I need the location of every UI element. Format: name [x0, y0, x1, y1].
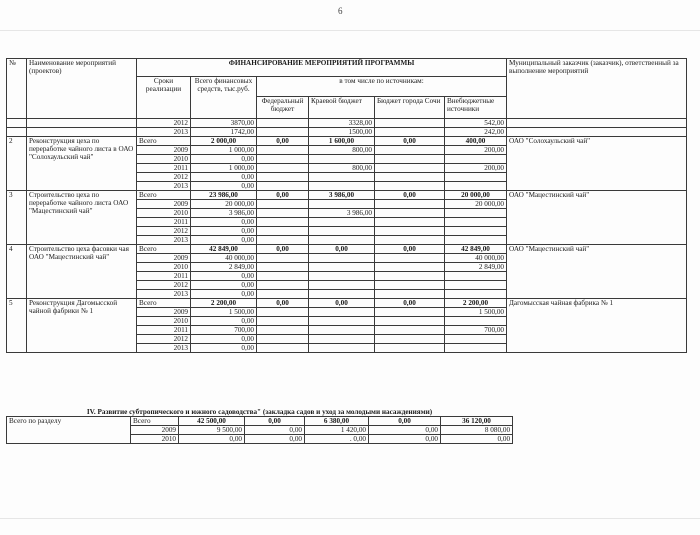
- cell-regional: 3 986,00: [309, 209, 375, 218]
- cell-period: 2012: [137, 173, 191, 182]
- cell-offbudget: 42 849,00: [445, 245, 507, 254]
- cell-offbudget: 200,00: [445, 164, 507, 173]
- cell-city: [375, 173, 445, 182]
- cell: 42 500,00: [179, 417, 245, 426]
- cell-regional: [309, 281, 375, 290]
- cell-total: 2 849,00: [191, 263, 257, 272]
- cell-regional: 3 986,00: [309, 191, 375, 200]
- cell: 2012: [137, 119, 191, 128]
- cell-period: 2013: [137, 236, 191, 245]
- program-financing-table: [6, 58, 687, 353]
- cell-total: 0,00: [191, 290, 257, 299]
- cell-city: [375, 218, 445, 227]
- cell-offbudget: 200,00: [445, 146, 507, 155]
- cell-federal: [257, 200, 309, 209]
- cell-city: [375, 344, 445, 353]
- cell-total: 0,00: [191, 344, 257, 353]
- cell-regional: [309, 254, 375, 263]
- header-federal: Федеральный бюджет: [257, 97, 309, 119]
- cell-federal: [257, 290, 309, 299]
- cell-regional: 800,00: [309, 164, 375, 173]
- cell: 8 080,00: [441, 426, 513, 435]
- cell-total: 2 000,00: [191, 137, 257, 146]
- project-customer: Дагомысская чайная фабрика № 1: [507, 299, 687, 353]
- table-row: [7, 137, 687, 146]
- cell-federal: [257, 254, 309, 263]
- project-number: 4: [7, 245, 27, 299]
- cell-federal: [257, 146, 309, 155]
- cell-city: 0,00: [375, 137, 445, 146]
- project-customer: ОАО "Солохаульский чай": [507, 137, 687, 191]
- cell-offbudget: 20 000,00: [445, 191, 507, 200]
- cell-offbudget: [445, 290, 507, 299]
- cell-period: 2009: [137, 146, 191, 155]
- cell-period: 2012: [137, 227, 191, 236]
- cell-period: 2010: [137, 209, 191, 218]
- cell-federal: [257, 155, 309, 164]
- section-title: IV. Развитие субтропического и южного садоводства" (закладка садов и уход за молодыми насаждениями): [7, 408, 513, 417]
- cell-city: [375, 182, 445, 191]
- cell-city: [375, 200, 445, 209]
- cell-total: 1 000,00: [191, 164, 257, 173]
- header-total: Всего финансовых средств, тыс.руб.: [191, 77, 257, 119]
- cell-offbudget: [445, 272, 507, 281]
- cell-offbudget: 1 500,00: [445, 308, 507, 317]
- cell: 1742,00: [191, 128, 257, 137]
- cell-regional: [309, 173, 375, 182]
- cell-offbudget: [445, 227, 507, 236]
- cell-federal: [257, 281, 309, 290]
- cell-city: [375, 263, 445, 272]
- project-name: Реконструкция цеха по переработке чайного листа в ОАО "Солохаульский чай": [27, 137, 137, 191]
- cell-regional: [309, 326, 375, 335]
- cell-offbudget: [445, 155, 507, 164]
- project-name: Строительство цеха фасовки чая ОАО "Мацестинский чай": [27, 245, 137, 299]
- cell-period: Всего: [137, 137, 191, 146]
- header-offbudget: Внебюджетные источники: [445, 97, 507, 119]
- cell-total: 0,00: [191, 227, 257, 236]
- cell-offbudget: [445, 182, 507, 191]
- cell-period: 2009: [137, 254, 191, 263]
- divider: [0, 30, 700, 31]
- cell-offbudget: [445, 236, 507, 245]
- cell-total: 0,00: [191, 281, 257, 290]
- cell-period: 2010: [137, 317, 191, 326]
- page-mark: 6: [338, 6, 343, 16]
- cell-regional: [309, 344, 375, 353]
- cell-total: 20 000,00: [191, 200, 257, 209]
- cell-offbudget: [445, 335, 507, 344]
- cell-period: 2011: [137, 272, 191, 281]
- cell-period: Всего: [137, 299, 191, 308]
- cell-total: 42 849,00: [191, 245, 257, 254]
- cell-federal: [257, 335, 309, 344]
- cell-regional: 0,00: [309, 299, 375, 308]
- cell-offbudget: [445, 281, 507, 290]
- cell-offbudget: 700,00: [445, 326, 507, 335]
- cell-period: 2011: [137, 218, 191, 227]
- cell-federal: [257, 317, 309, 326]
- cell-total: 0,00: [191, 173, 257, 182]
- cell-city: [375, 236, 445, 245]
- table-row: [7, 299, 687, 308]
- cell-federal: [257, 272, 309, 281]
- cell-regional: [309, 317, 375, 326]
- header-regional: Краевой бюджет: [309, 97, 375, 119]
- cell-city: 0,00: [375, 245, 445, 254]
- project-customer: ОАО "Мацестинский чай": [507, 191, 687, 245]
- cell-regional: [309, 308, 375, 317]
- project-number: 2: [7, 137, 27, 191]
- cell-regional: 1 600,00: [309, 137, 375, 146]
- cell-regional: [309, 227, 375, 236]
- header-name: Наименование мероприятий (проектов): [27, 59, 137, 119]
- cell-period: 2011: [137, 326, 191, 335]
- cell-offbudget: [445, 218, 507, 227]
- cell: 2010: [131, 435, 179, 444]
- cell-federal: 0,00: [257, 191, 309, 200]
- cell-period: 2010: [137, 263, 191, 272]
- cell-federal: 0,00: [257, 137, 309, 146]
- cell-city: [375, 290, 445, 299]
- cell-total: 1 000,00: [191, 146, 257, 155]
- table-row: [7, 191, 687, 200]
- cell-city: [375, 335, 445, 344]
- cell-total: 0,00: [191, 236, 257, 245]
- cell-offbudget: 400,00: [445, 137, 507, 146]
- cell-federal: [257, 308, 309, 317]
- cell-federal: [257, 164, 309, 173]
- section-label: Всего по разделу: [7, 417, 131, 444]
- project-name: Строительство цеха по переработке чайного листа ОАО "Мацестинский чай": [27, 191, 137, 245]
- cell-federal: [257, 236, 309, 245]
- cell-total: 2 200,00: [191, 299, 257, 308]
- cell-city: [375, 281, 445, 290]
- cell: 0,00: [369, 417, 441, 426]
- section-table: [6, 408, 513, 444]
- header-customer: Муниципальный заказчик (заказчик), ответственный за выполнение мероприятий: [507, 59, 687, 119]
- cell-federal: [257, 173, 309, 182]
- header-financing: ФИНАНСИРОВАНИЕ МЕРОПРИЯТИЙ ПРОГРАММЫ: [137, 59, 507, 77]
- cell-city: [375, 146, 445, 155]
- cell-regional: [309, 218, 375, 227]
- divider: [0, 518, 700, 519]
- cell-period: 2012: [137, 281, 191, 290]
- cell-period: 2012: [137, 335, 191, 344]
- cell-offbudget: 2 200,00: [445, 299, 507, 308]
- cell-regional: [309, 272, 375, 281]
- cell-city: [375, 317, 445, 326]
- cell-total: 700,00: [191, 326, 257, 335]
- cell-city: [375, 254, 445, 263]
- project-name: Реконструкция Дагомысской чайной фабрики № 1: [27, 299, 137, 353]
- project-customer: ОАО "Мацестинский чай": [507, 245, 687, 299]
- cell-total: 0,00: [191, 182, 257, 191]
- header-period: Сроки реализации: [137, 77, 191, 119]
- cell-total: 0,00: [191, 155, 257, 164]
- cell-city: [375, 272, 445, 281]
- cell: 0,00: [245, 435, 305, 444]
- cell: 0,00: [369, 426, 441, 435]
- cell: 0,00: [245, 417, 305, 426]
- cell-regional: [309, 155, 375, 164]
- cell: 0,00: [369, 435, 441, 444]
- cell: 0,00: [441, 435, 513, 444]
- cell: 3870,00: [191, 119, 257, 128]
- cell-regional: [309, 200, 375, 209]
- cell: 3328,00: [309, 119, 375, 128]
- table-row: [7, 245, 687, 254]
- cell-city: [375, 308, 445, 317]
- cell-city: 0,00: [375, 299, 445, 308]
- cell-city: [375, 209, 445, 218]
- cell-total: 0,00: [191, 317, 257, 326]
- cell-regional: [309, 335, 375, 344]
- header-including: в том числе по источникам:: [257, 77, 507, 97]
- cell-period: 2013: [137, 344, 191, 353]
- cell-offbudget: [445, 173, 507, 182]
- cell: 6 380,00: [305, 417, 369, 426]
- cell-regional: 0,00: [309, 245, 375, 254]
- cell-federal: [257, 209, 309, 218]
- cell-city: [375, 227, 445, 236]
- header-number: №: [7, 59, 27, 119]
- cell: 2013: [137, 128, 191, 137]
- cell-city: 0,00: [375, 191, 445, 200]
- cell-federal: [257, 227, 309, 236]
- cell: 9 500,00: [179, 426, 245, 435]
- cell: 542,00: [445, 119, 507, 128]
- cell-offbudget: 40 000,00: [445, 254, 507, 263]
- cell: 36 120,00: [441, 417, 513, 426]
- cell-regional: [309, 263, 375, 272]
- cell: . 0,00: [305, 435, 369, 444]
- header-city: Бюджет города Сочи: [375, 97, 445, 119]
- cell-period: 2013: [137, 182, 191, 191]
- cell-period: 2010: [137, 155, 191, 164]
- cell-federal: 0,00: [257, 299, 309, 308]
- cell: 242,00: [445, 128, 507, 137]
- cell-offbudget: [445, 344, 507, 353]
- cell-offbudget: 20 000,00: [445, 200, 507, 209]
- cell: 1500,00: [309, 128, 375, 137]
- cell: 1 420,00: [305, 426, 369, 435]
- cell-offbudget: 2 849,00: [445, 263, 507, 272]
- cell-federal: [257, 326, 309, 335]
- cell-total: 0,00: [191, 218, 257, 227]
- cell-offbudget: [445, 209, 507, 218]
- cell: 0,00: [245, 426, 305, 435]
- cell-federal: [257, 182, 309, 191]
- cell-total: 23 986,00: [191, 191, 257, 200]
- cell-total: 0,00: [191, 272, 257, 281]
- cell-federal: 0,00: [257, 245, 309, 254]
- cell-regional: [309, 236, 375, 245]
- cell-federal: [257, 263, 309, 272]
- cell-city: [375, 155, 445, 164]
- cell-total: 40 000,00: [191, 254, 257, 263]
- cell-total: 1 500,00: [191, 308, 257, 317]
- cell: 0,00: [179, 435, 245, 444]
- cell-offbudget: [445, 317, 507, 326]
- cell-period: Всего: [137, 245, 191, 254]
- cell-period: 2013: [137, 290, 191, 299]
- cell-city: [375, 326, 445, 335]
- cell-regional: [309, 290, 375, 299]
- cell-federal: [257, 344, 309, 353]
- cell-total: 0,00: [191, 335, 257, 344]
- project-number: 3: [7, 191, 27, 245]
- cell-regional: [309, 182, 375, 191]
- cell-total: 3 986,00: [191, 209, 257, 218]
- cell-federal: [257, 218, 309, 227]
- cell-period: 2009: [137, 200, 191, 209]
- cell-regional: 800,00: [309, 146, 375, 155]
- cell-period: 2009: [137, 308, 191, 317]
- cell: Всего: [131, 417, 179, 426]
- cell: 2009: [131, 426, 179, 435]
- cell-city: [375, 164, 445, 173]
- project-number: 5: [7, 299, 27, 353]
- cell-period: 2011: [137, 164, 191, 173]
- cell-period: Всего: [137, 191, 191, 200]
